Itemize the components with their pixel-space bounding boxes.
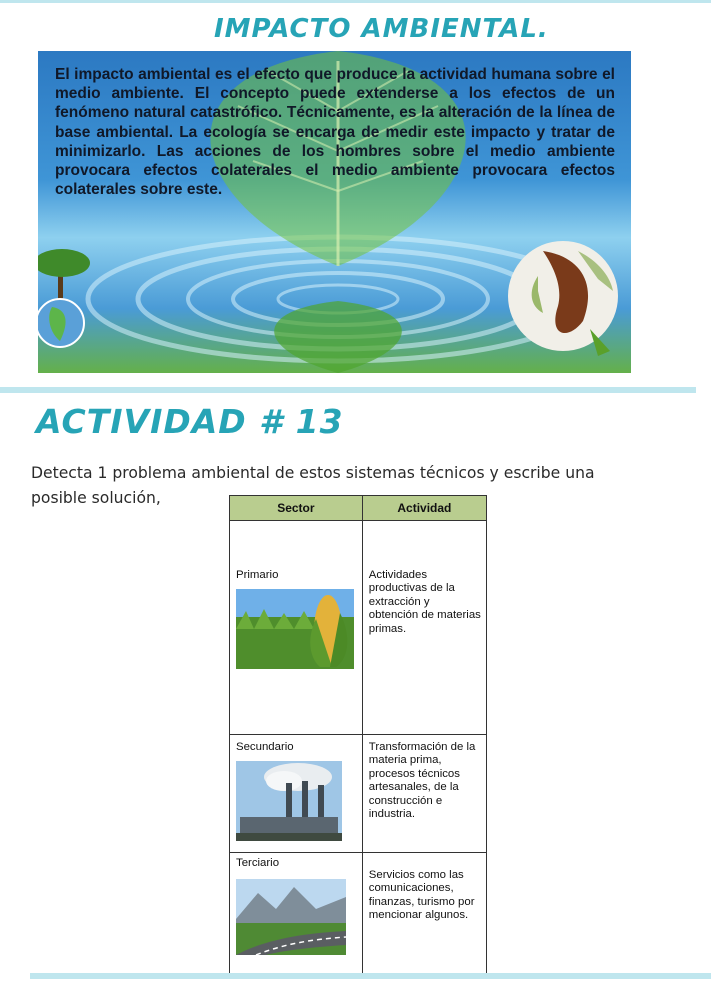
activity-primary: Actividades productivas de la extracción y obtención de materias primas. [368,569,481,635]
activity-cell [362,521,486,735]
header-activity: Actividad [362,496,486,521]
sector-table [229,495,487,975]
table-header-row [230,496,487,521]
sector-cell [230,521,363,735]
bottom-divider [30,973,711,979]
activity-cell [362,853,486,975]
highway-photo [236,879,346,955]
sector-cell [230,735,363,853]
activity-cell [362,735,486,853]
header-sector: Sector [230,496,363,521]
banner-text: El impacto ambiental es el efecto que produce la actividad humana sobre el medio ambiente. El concepto puede extenderse a los efectos de un fenómeno natural catastrófico. Técnicamente, es la alteración de la línea de base ambiental. La ecología se encarga de medir este impacto y tratar de minimizarlo. Las acciones de los hombres sobre el medio ambiente provocara efectos colaterales el medio ambiente provocara efectos colaterales sobre este. [55,66,615,199]
activity-instructions: Detecta 1 problema ambiental de estos sistemas técnicos y escribe una posible solución, [31,464,595,507]
sector-name-primary: Primario [236,569,279,581]
sector-name-secondary: Secundario [236,741,294,753]
table-row [230,853,487,975]
cornfield-photo [236,589,354,669]
section-title-impacto: IMPACTO AMBIENTAL. [214,14,549,44]
table-row [230,735,487,853]
section-title-actividad: ACTIVIDAD # 13 [36,402,344,441]
factory-photo [236,761,342,841]
activity-secondary: Transformación de la materia prima, procesos técnicos artesanales, de la construcción e industria. [368,741,476,821]
table-row [230,521,487,735]
sector-name-tertiary: Terciario [236,857,280,869]
section-divider [0,387,696,393]
sector-cell [230,853,363,975]
top-divider [0,0,711,3]
activity-tertiary: Servicios como las comunicaciones, finanzas, turismo por mencionar algunos. [368,869,475,922]
environment-banner [38,51,631,373]
